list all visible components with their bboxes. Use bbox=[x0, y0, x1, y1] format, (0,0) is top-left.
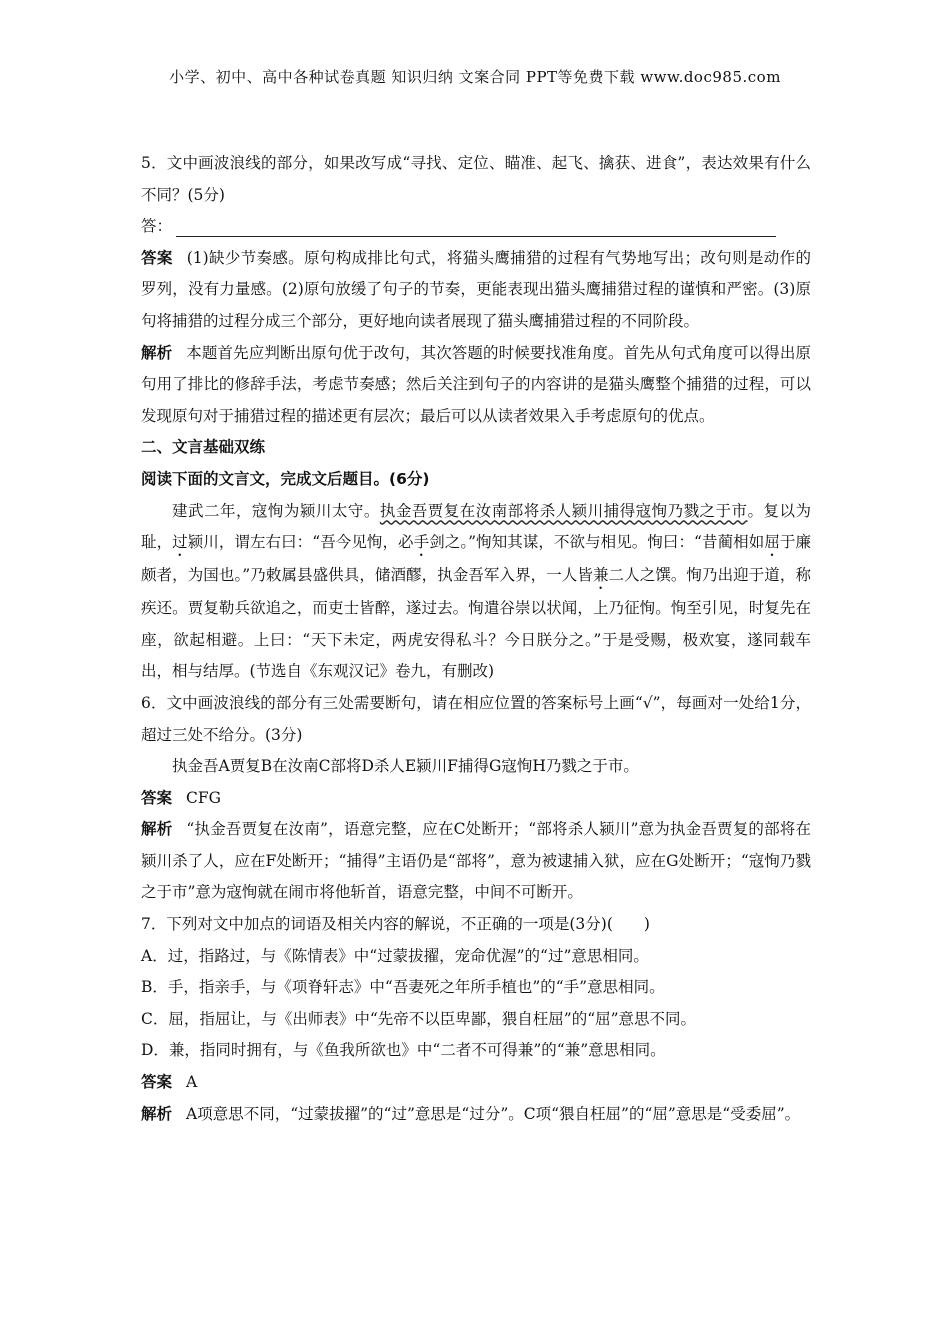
answer-prefix: 答： bbox=[141, 217, 173, 236]
passage-text: 于廉颇者，为国也。”乃敕属县盛供具，储酒醪，执金吾军入界，一人皆 bbox=[141, 533, 811, 585]
q7-question: 7．下列对文中加点的词语及相关内容的解说，不正确的一项是(3分)( ) bbox=[141, 915, 650, 934]
q7-option-b: B．手，指亲手，与《项脊轩志》中“吾妻死之年所手植也”的“手”意思相同。 bbox=[141, 978, 665, 997]
q5-answer-line bbox=[141, 211, 811, 243]
dotted-word-jian: 兼 bbox=[592, 566, 609, 585]
analysis-label: 解析 bbox=[141, 343, 173, 362]
answer-text: A bbox=[186, 1073, 198, 1092]
wavy-line-segment: 执金吾贾复在汝南部将杀人颍川捕得寇恂乃戮之于市 bbox=[379, 501, 748, 520]
dotted-word-qu: 屈 bbox=[764, 533, 780, 552]
section-title: 二、文言基础双练 bbox=[141, 438, 266, 457]
analysis-text: 本题首先应判断出原句优于改句，其次答题的时候要找准角度。首先从句式角度可以得出原句用了排比的修辞手法，考虑节奏感；然后关注到句子的内容讲的是猫头鹰整个捕猎的过程，可以发现原句对于捕猎过程的描述更有层次；最后可以从读者效果入手考虑原句的优点。 bbox=[141, 343, 811, 425]
passage-text: 二人之馔。恂乃出迎于道，称疾还。贾复勒兵欲追之，而吏士皆醉，遂过去。恂遣谷崇以状闻，上乃征恂。恂至引见，时复先在座，欲起相避。上曰：“天下未定，两虎安得私斗？今日朕分之。”于是受赐，极欢宴，遂同载车出，相与结厚。(节选自《东观汉记》卷九，有删改) bbox=[141, 566, 811, 681]
q7-option-c: C．屈，指屈让，与《出师表》中“先帝不以臣卑鄙，猥自枉屈”的“屈”意思不同。 bbox=[141, 1009, 697, 1028]
answer-label: 答案 bbox=[141, 788, 173, 807]
analysis-text: A项意思不同，“过蒙拔擢”的“过”意思是“过分”。C项“猥自枉屈”的“屈”意思是“受委屈”。 bbox=[186, 1104, 801, 1123]
q7-answer bbox=[141, 1067, 811, 1099]
passage-text: 剑之。”恂知其谋，不欲与相见。恂曰：“昔蔺相如 bbox=[429, 533, 765, 552]
q5-question: 5．文中画波浪线的部分，如果改写成“寻找、定位、瞄准、起飞、擒获、进食”，表达效果有什么不同？(5分) bbox=[141, 154, 811, 204]
q7-analysis bbox=[141, 1099, 811, 1131]
q6-analysis bbox=[141, 814, 811, 909]
page-header: 小学、初中、高中各种试卷真题 知识归纳 文案合同 PPT等免费下载 www.doc985.com bbox=[169, 68, 781, 86]
analysis-label: 解析 bbox=[141, 820, 173, 839]
dotted-word-guo: 过 bbox=[172, 533, 188, 552]
answer-text: (1)缺少节奏感。原句构成排比句式，将猫头鹰捕猎的过程有气势地写出；改句则是动作的罗列，没有力量感。(2)原句放缓了句子的节奏，更能表现出猫头鹰捕猎过程的谨慎和严密。(3)原句将捕猎的过程分成三个部分，更好地向读者展现了猫头鹰捕猎过程的不同阶段。 bbox=[141, 248, 811, 330]
document-body bbox=[141, 148, 811, 1130]
q7-option-a: A．过，指路过，与《陈情表》中“过蒙拔擢，宠命优渥”的“过”意思相同。 bbox=[141, 946, 649, 965]
answer-label: 答案 bbox=[141, 1073, 173, 1092]
answer-text: CFG bbox=[186, 788, 222, 807]
analysis-label: 解析 bbox=[141, 1104, 173, 1123]
answer-blank bbox=[176, 218, 776, 237]
q5-analysis bbox=[141, 338, 811, 433]
q6-options-line: 执金吾A贾复B在汝南C部将D杀人E颍川F捕得G寇恂H乃戮之于市。 bbox=[172, 757, 639, 776]
q6-question: 6．文中画波浪线的部分有三处需要断句，请在相应位置的答案标号上画“√”，每画对一处给1分，超过三处不给分。(3分) bbox=[141, 693, 811, 744]
q6-answer bbox=[141, 783, 811, 815]
answer-label: 答案 bbox=[141, 248, 173, 267]
dotted-word-shou: 手 bbox=[413, 533, 430, 552]
passage-text: 颍川，谓左右曰：“吾今见恂，必 bbox=[187, 533, 414, 552]
analysis-text: “执金吾贾复在汝南”，语意完整，应在C处断开；“部将杀人颍川”意为执金吾贾复的部将在颍川杀了人，应在F处断开；“捕得”主语仍是“部将”，意为被逮捕入狱，应在G处断开；“寇恂乃戮之于市”意为寇恂就在闹市将他斩首，语意完整，中间不可断开。 bbox=[141, 820, 811, 902]
classical-passage bbox=[141, 496, 811, 688]
section-instruction: 阅读下面的文言文，完成文后题目。(6分) bbox=[141, 469, 430, 488]
passage-text: 建武二年，寇恂为颍川太守。 bbox=[172, 501, 380, 520]
passage-text: 。复以为耻， bbox=[141, 501, 811, 552]
q5-answer bbox=[141, 243, 811, 338]
q7-option-d: D．兼，指同时拥有，与《鱼我所欲也》中“二者不可得兼”的“兼”意思相同。 bbox=[141, 1041, 666, 1060]
